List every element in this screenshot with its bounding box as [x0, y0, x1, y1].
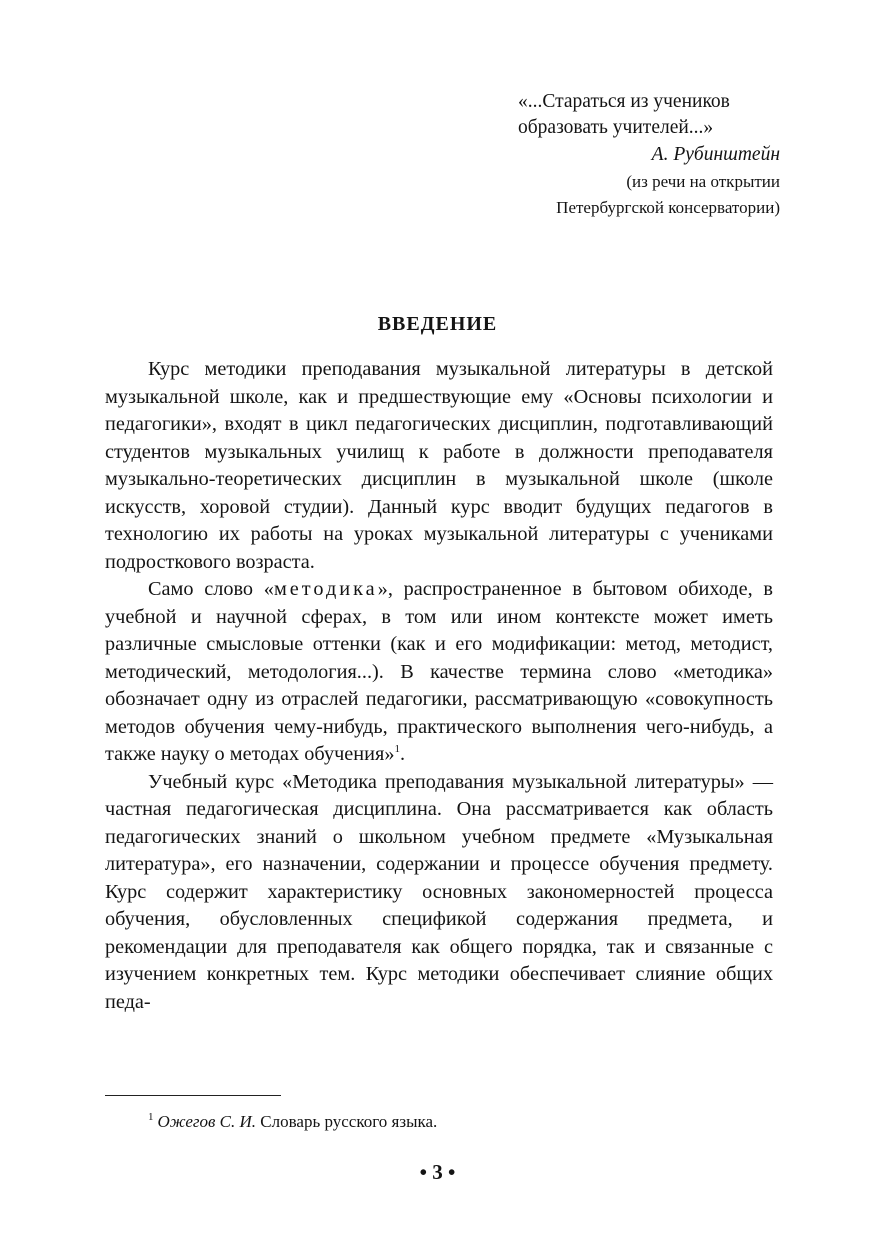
- epigraph: [480, 89, 780, 221]
- epigraph-source-line-2: Петербургской консерватории): [556, 198, 780, 217]
- chapter-heading: ВВЕДЕНИЕ: [377, 313, 498, 335]
- paragraph-2-term: методика: [273, 578, 378, 600]
- footnote-title: Словарь русского языка.: [256, 1112, 438, 1131]
- footnote-reference[interactable]: 1: [394, 743, 400, 756]
- paragraph-2-rest: », распространенное в бытовом обиходе, в учебной и научной сферах, в том или ином контексте может иметь различные смысловые оттенки (как и его модификации: метод, методист, методический, методология...). В качестве термина слово «методика» обозначает одну из отраслей педагогики, рассматривающую «совокупность методов обучения чему-нибудь, практического выполнения чего-нибудь, а также науку о методах обучения»: [105, 578, 773, 765]
- footnote-mark: 1: [148, 1111, 154, 1124]
- epigraph-quote-line-1: «...Стараться из учеников: [518, 91, 730, 112]
- paragraph-1: Курс методики преподавания музыкальной литературы в детской музыкальной школе, как и предшествующие ему «Основы психологии и педагогики», входят в цикл педагогических дисциплин, подготавливающий студентов музыкальных училищ к работе в должности преподавателя музыкально-теоретических дисциплин в музыкальной школе (школе искусств, хоровой студии). Данный курс вводит будущих педагогов в технологию их работы на уроках музыкальной литературы с учениками подросткового возраста.: [105, 358, 773, 573]
- epigraph-source-line-1: (из речи на открытии: [626, 172, 780, 191]
- epigraph-quote-line-2: образовать учителей...»: [518, 117, 714, 138]
- paragraph-2-start: Само слово «: [148, 578, 274, 600]
- paragraph-2-end: .: [399, 743, 406, 765]
- paragraph-2: [105, 576, 773, 769]
- footnote: [148, 1111, 437, 1133]
- epigraph-author: А. Рубинштейн: [651, 144, 780, 165]
- footnote-author: Ожегов С. И.: [157, 1112, 257, 1131]
- paragraph-3: Учебный курс «Методика преподавания музыкальной литературы» — частная педагогическая дисциплина. Она рассматривается как область педагогических знаний о школьном учебном предмете «Музыкальная литература», его назначении, содержании и процессе обучения предмету. Курс содержит характеристику основных закономерностей процесса обучения, обусловленных спецификой содержания предмета, и рекомендации для преподавателя как общего порядка, так и связанные с изучением конкретных тем. Курс методики обеспечивает слияние общих педа-: [105, 770, 773, 1013]
- body-text: [105, 356, 773, 1016]
- footnote-divider: [105, 1095, 281, 1096]
- page-number: • 3 •: [419, 1160, 456, 1184]
